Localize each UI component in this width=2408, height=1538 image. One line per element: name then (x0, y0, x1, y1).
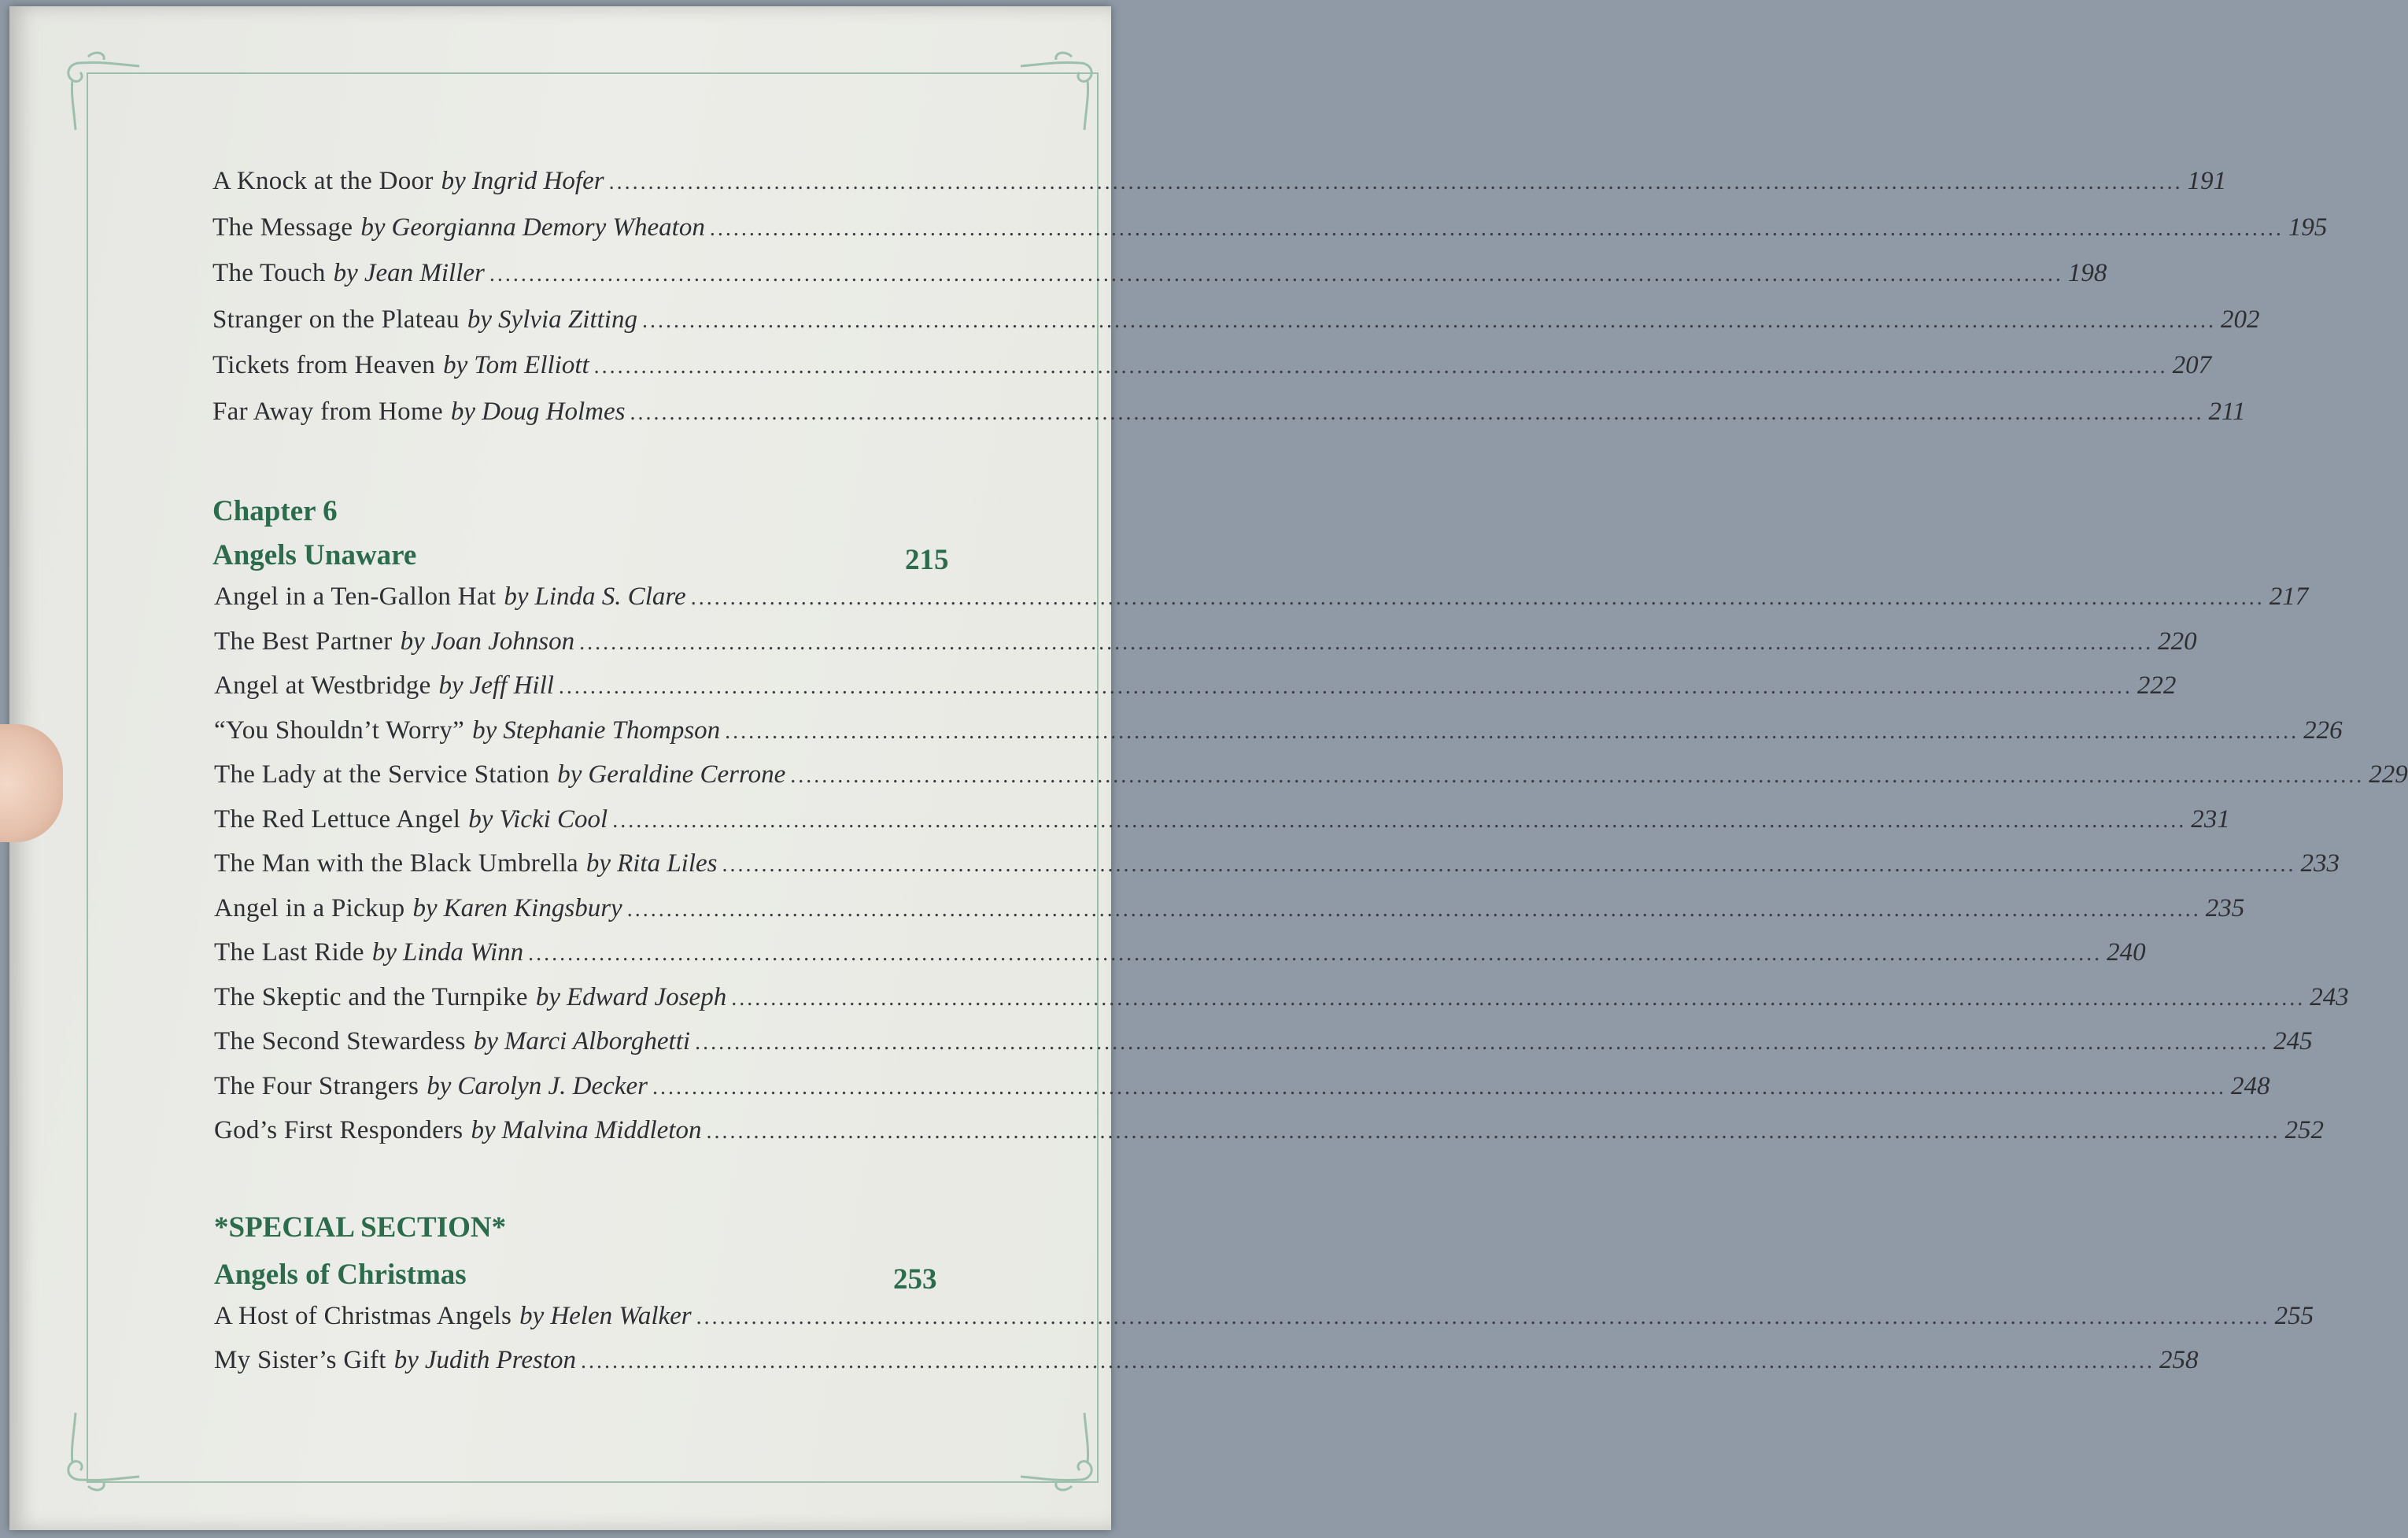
entry-page-number: 229 (2369, 760, 2408, 789)
entry-page-number: 243 (2310, 982, 2349, 1011)
entry-by: by (333, 259, 358, 287)
leader-dots: ........................................................................................................................................................................................................ (528, 941, 2103, 966)
entry-author: Vicki Cool (499, 804, 608, 834)
entry-by: by (467, 305, 493, 334)
toc-entry (214, 760, 2408, 800)
entry-page-number: 222 (2137, 671, 2177, 700)
entry-title: The Touch (212, 259, 326, 287)
entry-title: The Last Ride (214, 938, 364, 967)
entry-author: Linda S. Clare (534, 582, 686, 611)
entry-page-number: 252 (2284, 1116, 2324, 1144)
toc-entry (214, 715, 2343, 756)
entry-by: by (427, 1071, 452, 1100)
entry-by: by (360, 213, 386, 242)
leader-dots: ........................................................................................................................................................................................................ (652, 1074, 2226, 1100)
entry-author: Jean Miller (364, 259, 485, 287)
toc-entry (214, 1346, 2199, 1385)
leader-dots: ........................................................................................................................................................................................................ (641, 308, 2216, 333)
entry-title: The Four Strangers (214, 1071, 419, 1100)
toc-entry (214, 671, 2177, 711)
toc-entry (212, 351, 2212, 390)
entry-by: by (412, 893, 438, 922)
entry-title: “You Shouldn’t Worry” (214, 715, 465, 745)
toc-entry (212, 213, 2328, 253)
entry-title: The Best Partner (214, 627, 393, 656)
entry-title: Angel at Westbridge (214, 671, 431, 700)
entry-page-number: 235 (2205, 893, 2245, 922)
toc-entry (212, 397, 2246, 437)
entry-by: by (585, 849, 611, 878)
toc-entry (212, 259, 2107, 298)
entry-title: The Second Stewardess (214, 1027, 466, 1056)
entry-author: Ingrid Hofer (471, 167, 604, 195)
entry-author: Stephanie Thompson (503, 715, 721, 745)
entry-by: by (473, 1027, 498, 1056)
leader-dots: ........................................................................................................................................................................................................ (722, 852, 2296, 877)
leader-dots: ........................................................................................................................................................................................................ (696, 1305, 2270, 1329)
entry-author: Linda Winn (403, 938, 524, 967)
entry-by: by (450, 397, 476, 426)
entry-author: Georgianna Demory Wheaton (391, 213, 705, 242)
entry-author: Sylvia Zitting (498, 305, 637, 334)
leader-dots: ........................................................................................................................................................................................................ (709, 216, 2284, 241)
entry-by: by (557, 760, 582, 789)
toc-entry (214, 804, 2230, 845)
chapter-label: Chapter 6 (212, 495, 338, 527)
leader-dots: ........................................................................................................................................................................................................ (706, 1119, 2281, 1144)
entry-page-number: 217 (2269, 582, 2309, 611)
entry-page-number: 207 (2172, 351, 2212, 379)
toc-entry (214, 1116, 2324, 1155)
toc-entry (214, 1071, 2270, 1111)
toc-entry (214, 982, 2349, 1022)
entry-page-number: 233 (2300, 849, 2340, 878)
toc-entry (212, 305, 2260, 345)
entry-by: by (443, 351, 468, 379)
leader-dots: ........................................................................................................................................................................................................ (630, 400, 2204, 425)
leader-dots: ........................................................................................................................................................................................................ (725, 719, 2299, 744)
entry-page-number: 255 (2274, 1302, 2314, 1330)
leader-dots: ........................................................................................................................................................................................................ (626, 897, 2201, 922)
entry-page-number: 198 (2067, 259, 2107, 287)
entry-page-number: 211 (2208, 397, 2246, 426)
entry-title: A Host of Christmas Angels (214, 1302, 512, 1330)
entry-title: The Lady at the Service Station (214, 760, 550, 789)
entry-author: Judith Preston (424, 1346, 577, 1374)
entry-page-number: 231 (2191, 804, 2230, 834)
entry-author: Joan Johnson (430, 627, 575, 656)
leader-dots: ........................................................................................................................................................................................................ (581, 1349, 2155, 1373)
entry-title: Stranger on the Plateau (212, 305, 460, 334)
entry-page-number: 195 (2288, 213, 2328, 242)
entry-by: by (519, 1302, 545, 1330)
entry-by: by (438, 671, 464, 700)
entry-title: Far Away from Home (212, 397, 443, 426)
entry-author: Edward Joseph (567, 982, 727, 1011)
leader-dots: ........................................................................................................................................................................................................ (695, 1030, 2270, 1055)
entry-by: by (471, 1116, 496, 1144)
leader-dots: ........................................................................................................................................................................................................ (612, 808, 2187, 833)
entry-author: Malvina Middleton (501, 1116, 702, 1144)
entry-page-number: 191 (2187, 167, 2227, 195)
leader-dots: ........................................................................................................................................................................................................ (579, 630, 2154, 655)
leader-dots: ........................................................................................................................................................................................................ (489, 262, 2063, 287)
toc-entry (212, 167, 2227, 206)
entry-title: My Sister’s Gift (214, 1346, 386, 1374)
entry-page-number: 258 (2159, 1346, 2199, 1374)
entry-title: The Red Lettuce Angel (214, 804, 461, 834)
entry-page-number: 248 (2230, 1071, 2270, 1100)
entry-by: by (371, 938, 397, 967)
entry-author: Tom Elliott (474, 351, 589, 379)
leader-dots: ........................................................................................................................................................................................................ (608, 170, 2183, 194)
entry-author: Helen Walker (550, 1302, 692, 1330)
leader-dots: ........................................................................................................................................................................................................ (731, 985, 2306, 1011)
entry-title: The Man with the Black Umbrella (214, 849, 578, 878)
entry-by: by (504, 582, 529, 611)
leader-dots: ........................................................................................................................................................................................................ (790, 763, 2365, 788)
toc-entry (214, 849, 2340, 889)
special-section-label: *SPECIAL SECTION* (214, 1211, 507, 1244)
entry-by: by (441, 167, 466, 195)
entry-author: Karen Kingsbury (443, 893, 622, 922)
entry-title: God’s First Responders (214, 1116, 464, 1144)
entry-title: Angel in a Pickup (214, 893, 405, 922)
entry-page-number: 202 (2220, 305, 2260, 334)
entry-page-number: 245 (2273, 1027, 2313, 1056)
entry-author: Geraldine Cerrone (588, 760, 786, 789)
special-section-page-number: 253 (893, 1263, 937, 1296)
entry-page-number: 240 (2107, 938, 2146, 967)
entry-by: by (400, 627, 425, 656)
entry-author: Jeff Hill (469, 671, 554, 700)
special-section-title: Angels of Christmas (214, 1259, 467, 1291)
entry-author: Rita Liles (617, 849, 718, 878)
toc-entry (214, 893, 2245, 934)
entry-title: A Knock at the Door (212, 167, 434, 195)
entry-by: by (535, 982, 561, 1011)
entry-author: Marci Alborghetti (504, 1027, 691, 1056)
chapter-title: Angels Unaware (212, 539, 417, 571)
toc-entry (214, 582, 2309, 622)
entry-by: by (468, 804, 493, 834)
entry-page-number: 220 (2158, 627, 2197, 656)
entry-title: Angel in a Ten-Gallon Hat (214, 582, 497, 611)
leader-dots: ........................................................................................................................................................................................................ (558, 675, 2133, 699)
entry-by: by (393, 1346, 419, 1374)
leader-dots: ........................................................................................................................................................................................................ (593, 354, 2168, 379)
entry-title: The Message (212, 213, 353, 242)
entry-title: Tickets from Heaven (212, 351, 436, 379)
toc-entry (214, 1302, 2314, 1341)
entry-author: Carolyn J. Decker (457, 1071, 648, 1100)
toc-entry (214, 938, 2146, 978)
chapter-page-number: 215 (905, 544, 949, 576)
entry-author: Doug Holmes (482, 397, 626, 426)
toc-entry (214, 1027, 2313, 1067)
entry-by: by (472, 715, 497, 745)
entry-page-number: 226 (2303, 715, 2343, 745)
toc-entry (214, 627, 2197, 667)
entry-title: The Skeptic and the Turnpike (214, 982, 528, 1011)
leader-dots: ........................................................................................................................................................................................................ (690, 586, 2265, 610)
